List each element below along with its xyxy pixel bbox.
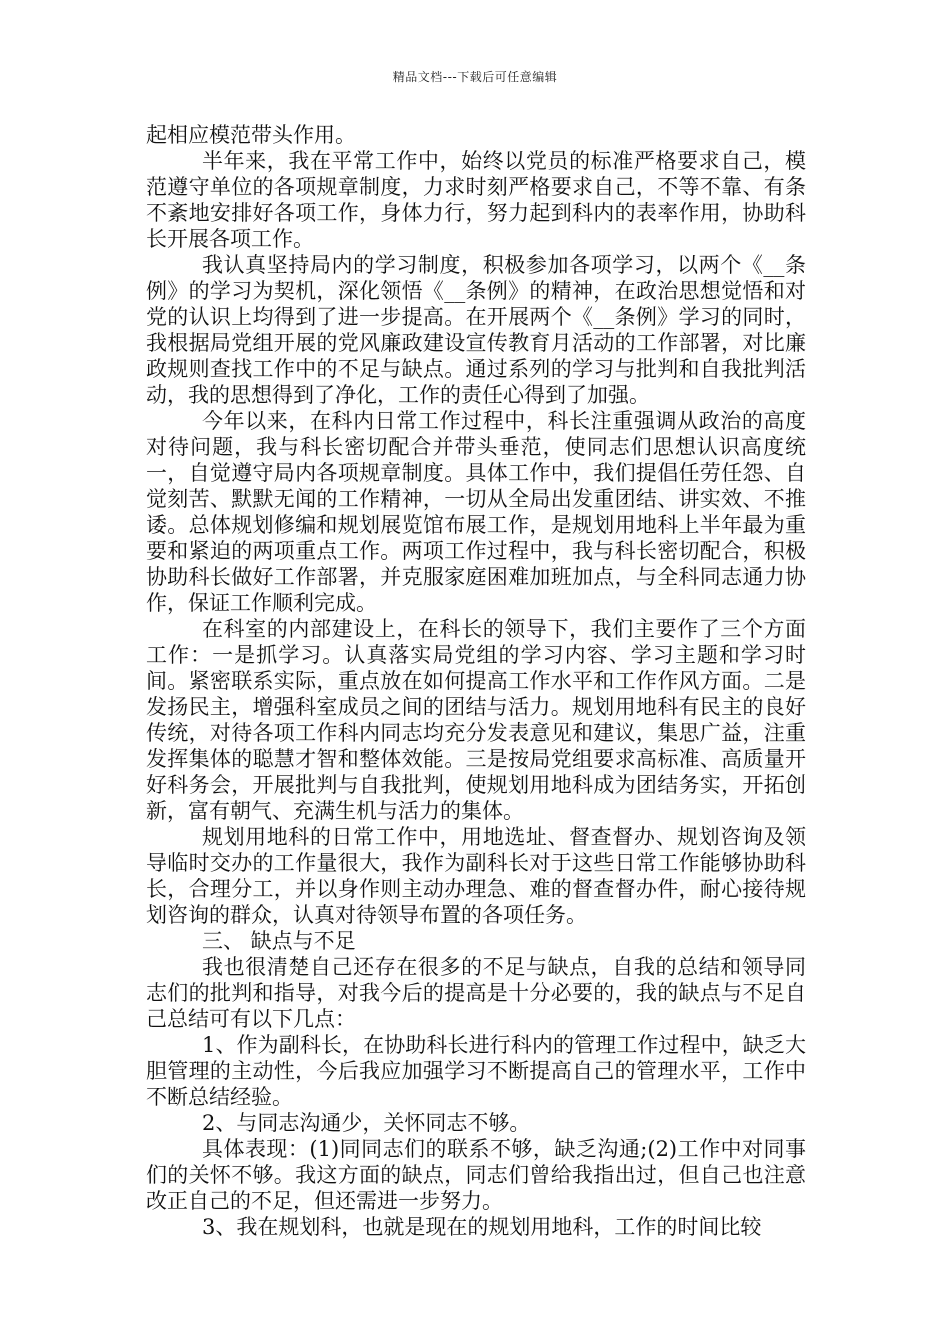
list-item: 3、我在规划科，也就是现在的规划用地科，工作的时间比较 bbox=[202, 1215, 762, 1239]
list-item: 1、作为副科长，在协助科长进行科内的管理工作过程中，缺乏大胆管理的主动性，今后我应加强学习不断提高自己的管理水平，工作中不断总结经验。 bbox=[146, 1033, 806, 1109]
page-header: 精品文档---下载后可任意编辑 bbox=[392, 70, 558, 84]
list-item: 2、与同志沟通少，关怀同志不够。 bbox=[202, 1111, 531, 1135]
paragraph: 起相应模范带头作用。 bbox=[146, 123, 356, 147]
paragraph: 半年来，我在平常工作中，始终以党员的标准严格要求自己，模范遵守单位的各项规章制度，力求时刻严格要求自己，不等不靠、有条不紊地安排好各项工作，身体力行，努力起到科内的表率作用，协助科长开展各项工作。 bbox=[146, 149, 806, 251]
paragraph: 今年以来，在科内日常工作过程中，科长注重强调从政治的高度对待问题，我与科长密切配合并带头垂范，使同志们思想认识高度统一，自觉遵守局内各项规章制度。具体工作中，我们提倡任劳任怨、自觉刻苦、默默无闻的工作精神，一切从全局出发重团结、讲实效、不推诿。总体规划修编和规划展览馆布展工作，是规划用地科上半年最为重要和紧迫的两项重点工作。两项工作过程中，我与科长密切配合，积极协助科长做好工作部署，并克服家庭困难加班加点，与全科同志通力协作，保证工作顺利完成。 bbox=[146, 409, 806, 615]
paragraph: 规划用地科的日常工作中，用地选址、督查督办、规划咨询及领导临时交办的工作量很大，我作为副科长对于这些日常工作能够协助科长，合理分工，并以身作则主动办理急、难的督查督办件，耐心接待规划咨询的群众，认真对待领导布置的各项任务。 bbox=[146, 825, 806, 927]
paragraph: 在科室的内部建设上，在科长的领导下，我们主要作了三个方面工作：一是抓学习。认真落实局党组的学习内容、学习主题和学习时间。紧密联系实际，重点放在如何提高工作水平和工作作风方面。二是发扬民主，增强科室成员之间的团结与活力。规划用地科有民主的良好传统，对待各项工作科内同志均充分发表意见和建议，集思广益，注重发挥集体的聪慧才智和整体效能。三是按局党组要求高标准、高质量开好科务会，开展批判与自我批判，使规划用地科成为团结务实，开拓创新，富有朝气、充满生机与活力的集体。 bbox=[146, 617, 806, 823]
paragraph: 我也很清楚自己还存在很多的不足与缺点，自我的总结和领导同志们的批判和指导，对我今后的提高是十分必要的，我的缺点与不足自己总结可有以下几点： bbox=[146, 955, 806, 1031]
paragraph: 我认真坚持局内的学习制度，积极参加各项学习，以两个《__条例》的学习为契机，深化领悟《__条例》的精神，在政治思想觉悟和对党的认识上均得到了进一步提高。在开展两个《__条例》学习的同时，我根据局党组开展的党风廉政建设宣传教育月活动的工作部署，对比廉政规则查找工作中的不足与缺点。通过系列的学习与批判和自我批判活动，我的思想得到了净化，工作的责任心得到了加强。 bbox=[146, 253, 806, 407]
section-heading: 三、 缺点与不足 bbox=[202, 929, 356, 953]
paragraph: 具体表现：(1)同同志们的联系不够，缺乏沟通;(2)工作中对同事们的关怀不够。我这方面的缺点，同志们曾给我指出过，但自己也注意改正自己的不足，但还需进一步努力。 bbox=[146, 1137, 806, 1213]
document-body bbox=[146, 122, 806, 1240]
